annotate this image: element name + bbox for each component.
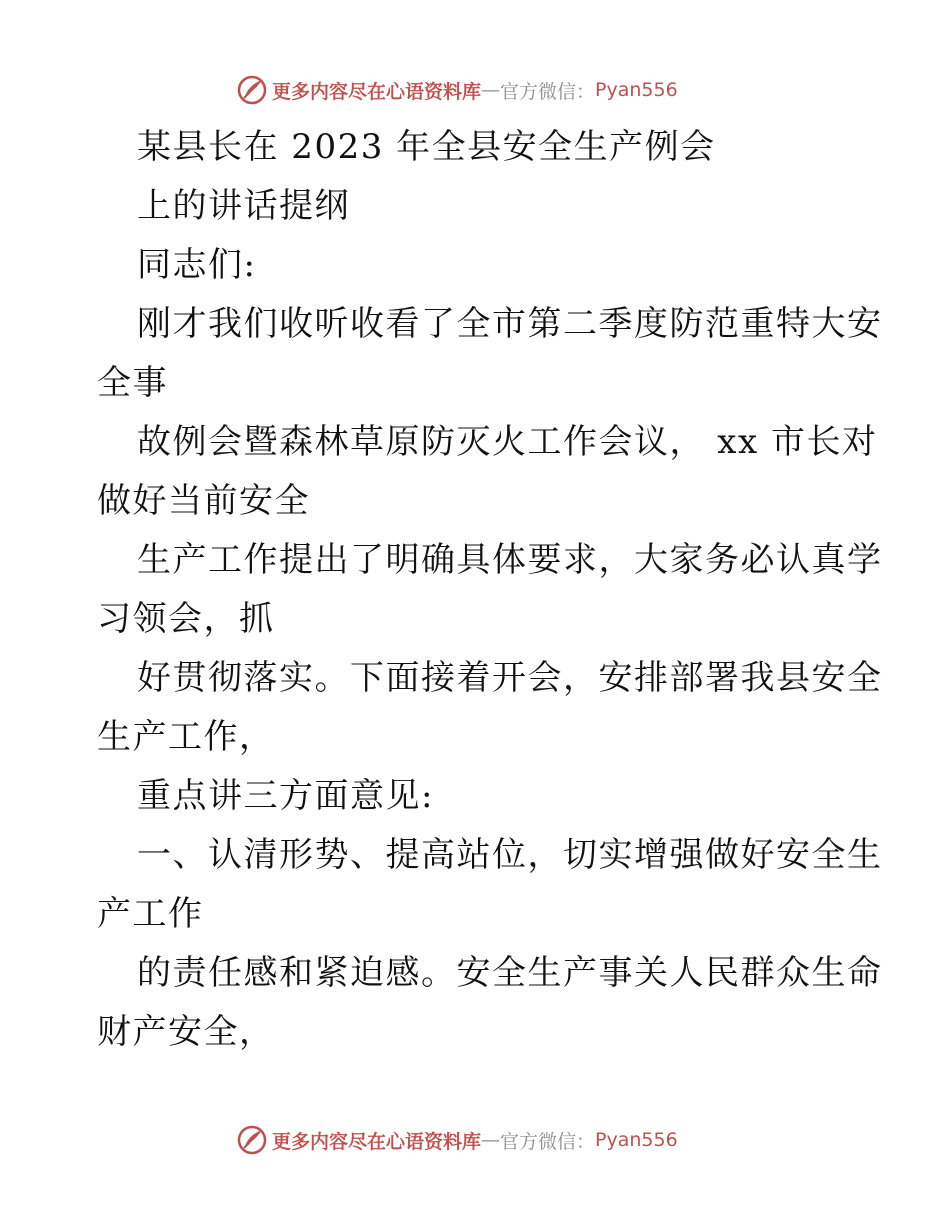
watermark-official-label: 官方微信： — [500, 1130, 596, 1153]
document-line: 上的讲话提纲 — [137, 186, 350, 226]
header-watermark — [236, 73, 678, 107]
document-line: 同志们: — [137, 245, 257, 285]
document-line: 全事 — [97, 363, 168, 403]
watermark-main-text: 更多内容尽在心语资料库 — [272, 1130, 482, 1153]
document-line: 习领会，抓 — [97, 599, 275, 639]
document-line: 财产安全， — [97, 1012, 275, 1052]
document-body — [97, 118, 883, 1062]
document-line: 故例会暨森林草原防灭火工作会议， xx 市长对 — [137, 422, 878, 462]
watermark-main-text: 更多内容尽在心语资料库 — [272, 80, 482, 103]
watermark-separator: — — [481, 79, 501, 101]
document-line: 生产工作， — [97, 717, 275, 757]
document-line: 刚才我们收听收看了全市第二季度防范重特大安 — [137, 304, 883, 344]
document-line: 产工作 — [97, 894, 204, 934]
document-line: 好贯彻落实。下面接着开会，安排部署我县安全 — [137, 658, 883, 698]
footer-watermark — [236, 1123, 678, 1157]
document-line: 做好当前安全 — [97, 481, 310, 521]
document-line: 的责任感和紧迫感。安全生产事关人民群众生命 — [137, 953, 883, 993]
watermark-official-label: 官方微信： — [500, 80, 596, 103]
watermark-wechat-id: Pyan556 — [595, 1129, 678, 1151]
watermark-separator: — — [481, 1129, 501, 1151]
document-line: 一、认清形势、提高站位，切实增强做好安全生 — [137, 835, 883, 875]
document-line: 某县长在 2023 年全县安全生产例会 — [137, 127, 716, 167]
watermark-wechat-id: Pyan556 — [595, 79, 678, 101]
document-line: 生产工作提出了明确具体要求，大家务必认真学 — [137, 540, 883, 580]
feather-circle-logo-icon — [236, 74, 268, 106]
feather-circle-logo-icon — [236, 1124, 268, 1156]
document-line: 重点讲三方面意见: — [137, 776, 434, 816]
